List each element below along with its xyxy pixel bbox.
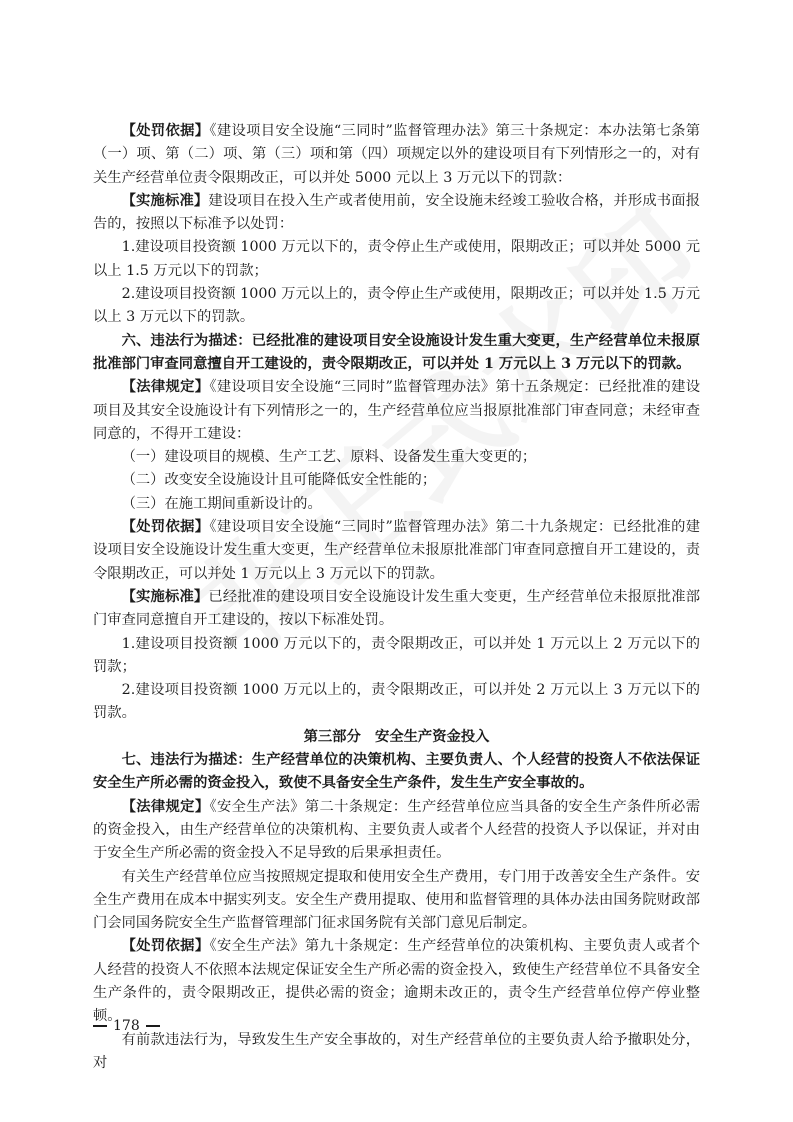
- paragraph-plain: 有前款违法行为，导致发生生产安全事故的，对生产经营单位的主要负责人给予撤职处分，对: [93, 1031, 700, 1071]
- section-title: 第三部分 安全生产资金投入: [303, 728, 490, 745]
- paragraph-item: （三）在施工期间重新设计的。: [121, 495, 322, 512]
- paragraph-standard-2: [93, 586, 700, 633]
- paragraph-item: 1.建设项目投资额 1000 万元以下的，责令停止生产或使用，限期改正；可以并处 5000 元以上 1.5 万元以下的罚款；: [93, 239, 700, 279]
- paragraph-item: 2.建设项目投资额 1000 万元以上的，责令停止生产或使用，限期改正；可以并处 1.5 万元以上 3 万元以下的罚款。: [93, 286, 700, 326]
- paragraph-text: 已经批准的建设项目安全设施设计发生重大变更，生产经营单位未报原批准部门审查同意擅自开工建设的，按以下标准处罚。: [93, 588, 701, 629]
- paragraph-tag: 【实施标准】: [121, 588, 209, 605]
- paragraph-item: （二）改变安全设施设计且可能降低安全性能的；: [121, 472, 437, 489]
- paragraph-tag: 【法律规定】: [121, 798, 210, 815]
- page-footer: [93, 1018, 160, 1034]
- paragraph-tag: 【法律规定】: [121, 379, 210, 396]
- paragraph-text: 《安全生产法》第二十条规定：生产经营单位应当具备的安全生产条件所必需的资金投入，由生产经营单位的决策机构、主要负责人或者个人经营的投资人予以保证，并对由于安全生产所必需的资金投入不足导致的后果承担责任。: [93, 798, 700, 862]
- paragraph-item: 1.建设项目投资额 1000 万元以下的，责令限期改正，可以并处 1 万元以上 2 万元以下的罚款；: [93, 635, 700, 675]
- paragraph-tag: 【处罚依据】: [121, 123, 210, 139]
- paragraph-law-1: [93, 376, 700, 446]
- paragraph-text: 建设项目在投入生产或者使用前，安全设施未经竣工验收合格，并形成书面报告的，按照以下标准予以处罚：: [93, 192, 701, 233]
- paragraph-item: （一）建设项目的规模、生产工艺、原料、设备发生重大变更的；: [121, 449, 537, 466]
- paragraph-text: 《安全生产法》第九十条规定：生产经营单位的决策机构、主要负责人或者个人经营的投资人不依照本法规定保证安全生产所必需的资金投入，致使生产经营单位不具备安全生产条件的，责令限期改正，提供必需的资金；逾期未改正的，责令生产经营单位停产停业整顿。: [93, 938, 700, 1025]
- paragraph-text: 《建设项目安全设施“三同时”监督管理办法》第三十条规定：本办法第七条第（一）项、第（二）项、第（三）项和第（四）项规定以外的建设项目有下列情形之一的，对有关生产经营单位责令限期改正，可以并处 5000 元以上 3 万元以下的罚款：: [93, 123, 701, 186]
- body-text: [93, 120, 700, 1075]
- paragraph-standard-1: [93, 190, 700, 237]
- dash-right: [146, 1025, 160, 1026]
- paragraph-text: 《建设项目安全设施“三同时”监督管理办法》第十五条规定：已经批准的建设项目及其安全设施设计有下列情形之一的，生产经营单位应当报原批准部门审查同意；未经审查同意的，不得开工建设：: [93, 379, 701, 442]
- dash-left: [93, 1025, 107, 1026]
- paragraph-basis-1: [93, 120, 700, 190]
- paragraph-law-2: [93, 796, 700, 866]
- paragraph-text: 《建设项目安全设施“三同时”监督管理办法》第二十九条规定：已经批准的建设项目安全设施设计发生重大变更，生产经营单位未报原批准部门审查同意擅自开工建设的，责令限期改正，可以并处 1 万元以上 3 万元以下的罚款。: [93, 519, 701, 582]
- paragraph-tag: 【处罚依据】: [121, 519, 210, 536]
- page-number: 178: [113, 1018, 140, 1034]
- paragraph-basis-3: [93, 935, 700, 1028]
- paragraph-tag: 【实施标准】: [121, 192, 209, 209]
- violation-heading-7: 七、违法行为描述：生产经营单位的决策机构、主要负责人、个人经营的投资人不依法保证安全生产所必需的资金投入，致使不具备安全生产条件，发生生产安全事故的。: [93, 752, 700, 792]
- paragraph-basis-2: [93, 516, 700, 586]
- violation-heading-6: 六、违法行为描述：已经批准的建设项目安全设施设计发生重大变更，生产经营单位未报原批准部门审查同意擅自开工建设的，责令限期改正，可以并处 1 万元以上 3 万元以下的罚款。: [93, 332, 700, 372]
- paragraph-tag: 【处罚依据】: [121, 938, 210, 955]
- paragraph-item: 2.建设项目投资额 1000 万元以上的，责令限期改正，可以并处 2 万元以上 3 万元以下的罚款。: [93, 682, 700, 722]
- paragraph-plain: 有关生产经营单位应当按照规定提取和使用安全生产费用，专门用于改善安全生产条件。安全生产费用在成本中据实列支。安全生产费用提取、使用和监督管理的具体办法由国务院财政部门会同国务院安全生产监督管理部门征求国务院有关部门意见后制定。: [93, 868, 700, 932]
